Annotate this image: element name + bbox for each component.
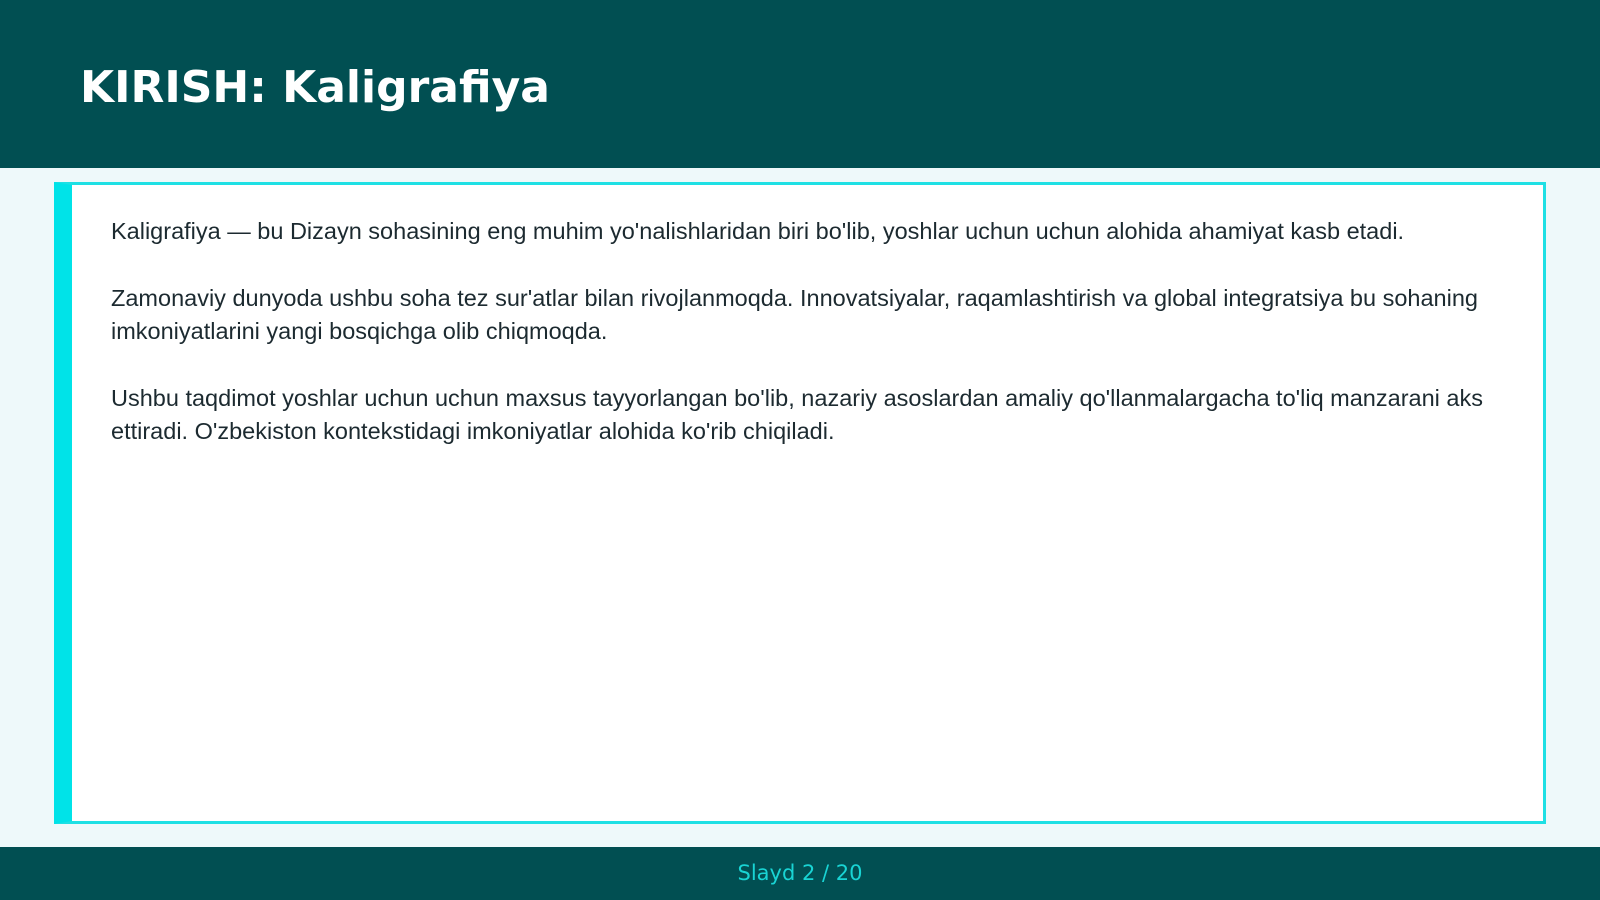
slide-title: KIRISH: Kaligrafiya xyxy=(80,62,550,113)
slide-number: Slayd 2 / 20 xyxy=(737,861,863,885)
slide-footer xyxy=(0,847,1600,900)
slide-header xyxy=(0,0,1600,168)
paragraph-presentation-scope: Ushbu taqdimot yoshlar uchun uchun maxsus tayyorlangan bo'lib, nazariy asoslardan amaliy qo'llanmalargacha to'liq manzarani aks ettiradi. O'zbekiston kontekstidagi imkoniyatlar alohida ko'rib chiqiladi. xyxy=(111,385,1483,444)
content-body xyxy=(111,215,1511,482)
paragraph-modern-world: Zamonaviy dunyoda ushbu soha tez sur'atlar bilan rivojlanmoqda. Innovatsiyalar, raqamlashtirish va global integratsiya bu sohaning imkoniyatlarini yangi bosqichga olib chiqmoqda. xyxy=(111,285,1478,344)
content-card xyxy=(54,182,1546,824)
paragraph-intro: Kaligrafiya — bu Dizayn sohasining eng muhim yo'nalishlaridan biri bo'lib, yoshlar uchun uchun alohida ahamiyat kasb etadi. xyxy=(111,218,1405,244)
